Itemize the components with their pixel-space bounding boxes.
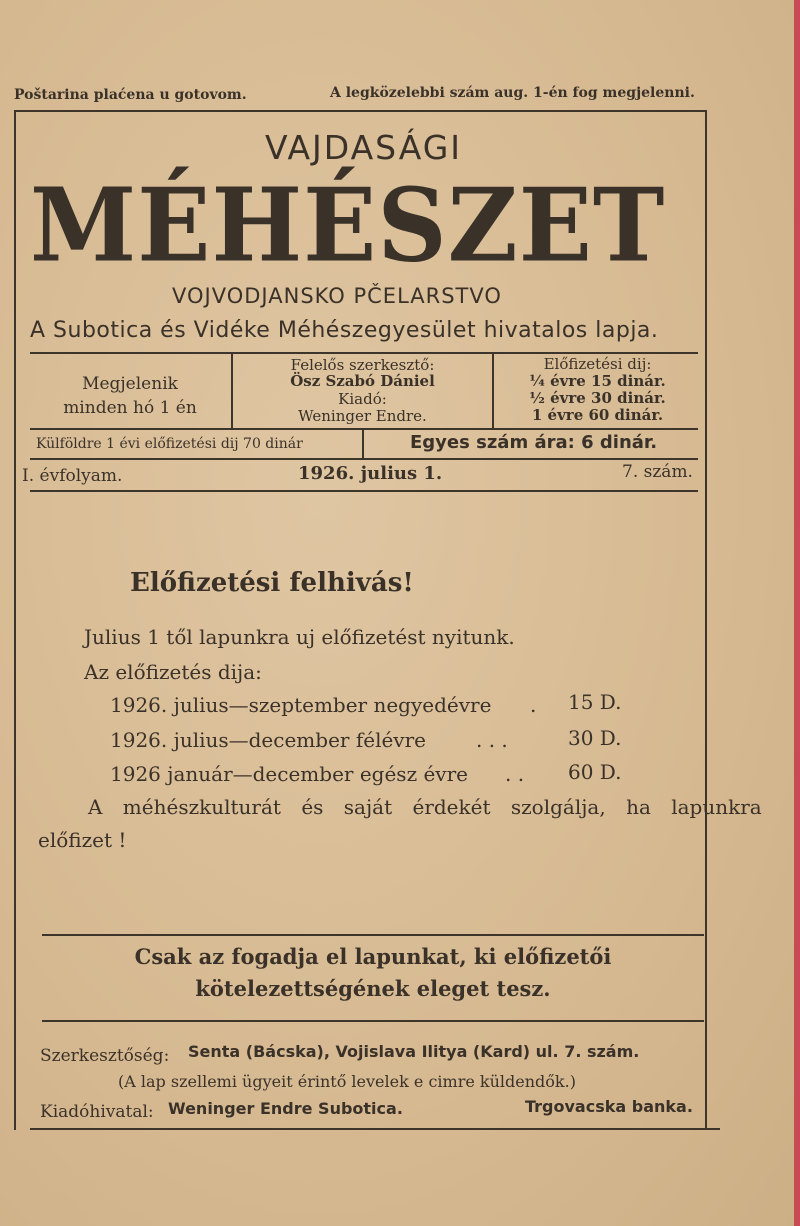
masthead-title: MÉHÉSZET bbox=[30, 165, 666, 285]
info-box-bottom bbox=[30, 458, 698, 460]
price-period-3: 1926 január—december egész évre bbox=[110, 762, 468, 786]
editorial-label: Szerkesztőség: bbox=[40, 1046, 170, 1066]
frame-bottom bbox=[30, 1128, 720, 1130]
price-divider bbox=[362, 430, 364, 458]
price-amount-2: 30 D. bbox=[568, 726, 622, 750]
closing-line-2: előfizet ! bbox=[38, 828, 127, 852]
announcement-intro: Julius 1 től lapunkra uj előfizetést nyitunk. bbox=[84, 625, 515, 649]
editorial-note: (A lap szellemi ügyeit érintő levelek e cimre küldendők.) bbox=[118, 1072, 576, 1091]
info-box-top bbox=[30, 352, 698, 354]
masthead-tagline: A Subotica és Vidéke Méhészegyesület hivatalos lapja. bbox=[30, 318, 659, 343]
subscription-quarter: ¼ évre 15 dinár. bbox=[529, 372, 666, 390]
price-amount-3: 60 D. bbox=[568, 760, 622, 784]
price-dots-1: . bbox=[530, 693, 537, 717]
issue-line-bottom bbox=[30, 490, 698, 492]
editor-label: Felelős szerkesztő: bbox=[290, 356, 435, 374]
subscription-half: ½ évre 30 dinár. bbox=[529, 389, 666, 407]
office-bank: Trgovacska banka. bbox=[525, 1097, 693, 1116]
price-dots-2: . . . bbox=[476, 728, 508, 752]
next-issue-note: A legközelebbi szám aug. 1-én fog megjelenni. bbox=[330, 85, 695, 101]
price-period-1: 1926. julius—szeptember negyedévre bbox=[110, 693, 492, 717]
announcement-title: Előfizetési felhivás! bbox=[130, 568, 414, 598]
issue-date: 1926. julius 1. bbox=[298, 463, 443, 484]
office-name: Weninger Endre Subotica. bbox=[168, 1099, 403, 1118]
page-edge bbox=[794, 0, 800, 1226]
editorial-address: Senta (Bácska), Vojislava Ilitya (Kard) ul. 7. szám. bbox=[188, 1042, 640, 1061]
frame-top bbox=[14, 110, 707, 112]
notice-line-2: kötelezettségének eleget tesz. bbox=[195, 976, 551, 1001]
frame-left bbox=[14, 110, 16, 1130]
price-amount-1: 15 D. bbox=[568, 690, 622, 714]
price-intro: Az előfizetés dija: bbox=[84, 660, 262, 684]
publisher-label: Kiadó: bbox=[338, 390, 387, 408]
notice-bottom bbox=[42, 1020, 704, 1022]
price-period-2: 1926. julius—december félévre bbox=[110, 728, 426, 752]
subscription-year: 1 évre 60 dinár. bbox=[531, 406, 664, 424]
subscription-label: Előfizetési dij: bbox=[543, 355, 652, 373]
info-box-mid bbox=[30, 428, 698, 430]
notice-line-1: Csak az fogadja el lapunkat, ki előfizetői bbox=[134, 944, 612, 969]
schedule-line-2: minden hó 1 én bbox=[63, 398, 197, 418]
issue-number: 7. szám. bbox=[622, 462, 693, 482]
masthead-pretitle: VAJDASÁGI bbox=[265, 128, 463, 167]
foreign-subscription: Külföldre 1 évi előfizetési dij 70 dinár bbox=[36, 436, 303, 452]
single-issue-price: Egyes szám ára: 6 dinár. bbox=[410, 432, 658, 453]
editor-name: Ösz Szabó Dániel bbox=[290, 372, 435, 390]
publisher-name: Weninger Endre. bbox=[298, 407, 427, 425]
closing-line-1: A méhészkulturát és saját érdekét szolgálja, ha lapunkra bbox=[88, 795, 762, 819]
info-box-divider-1 bbox=[231, 354, 233, 428]
schedule-line-1: Megjelenik bbox=[82, 374, 178, 394]
office-label: Kiadóhivatal: bbox=[40, 1102, 154, 1122]
frame-right bbox=[705, 110, 707, 1130]
postage-note: Poštarina plaćena u gotovom. bbox=[14, 87, 247, 103]
volume: I. évfolyam. bbox=[22, 466, 123, 486]
info-box-divider-2 bbox=[492, 354, 494, 428]
notice-top bbox=[42, 934, 704, 936]
price-dots-3: . . bbox=[505, 762, 525, 786]
masthead-subtitle: VOJVODJANSKO PČELARSTVO bbox=[172, 284, 502, 308]
